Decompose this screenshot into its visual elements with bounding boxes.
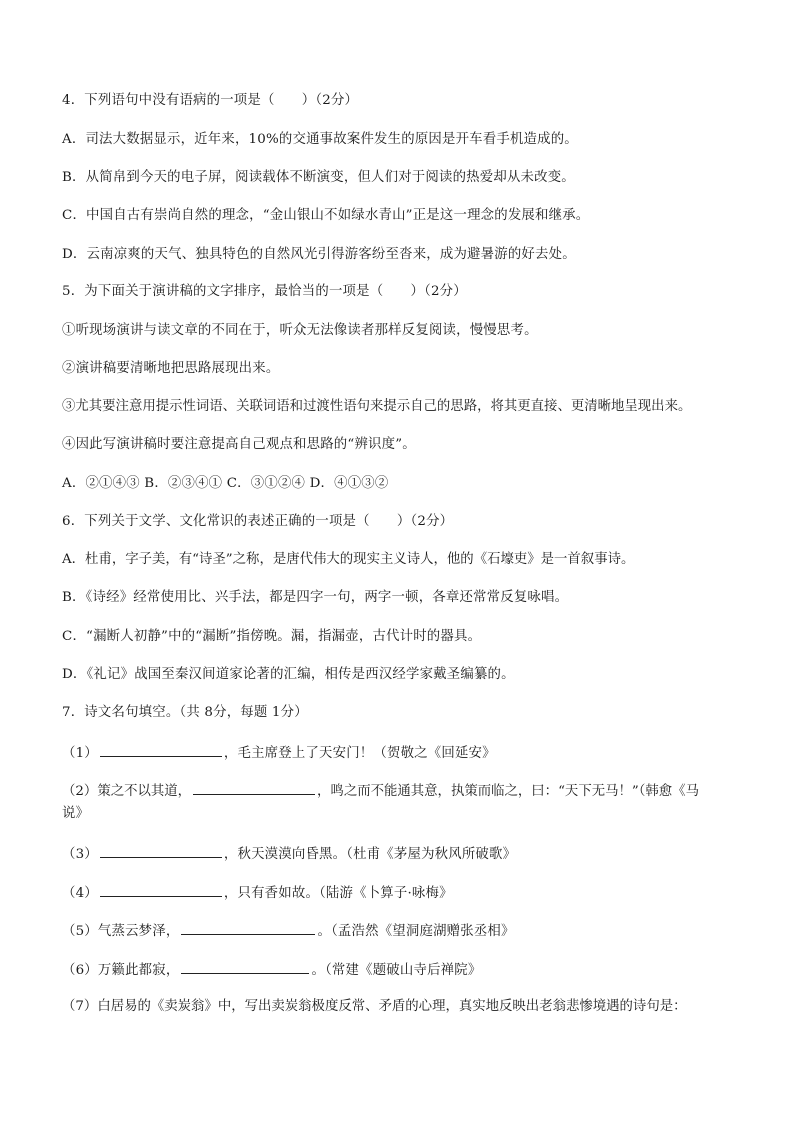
q7-item-3 xyxy=(62,844,516,864)
answer-blank-4[interactable] xyxy=(100,883,222,897)
q6-option-c: C．“漏断人初静”中的“漏断”指傍晚。漏，指漏壶，古代计时的器具。 xyxy=(62,629,482,644)
q5-sentence-3: ③尤其要注意用提示性词语、关联词语和过渡性语句来提示自己的思路，将其更直接、更清晰地呈现出来。 xyxy=(62,399,692,414)
q7-item-3-text: ，秋天漠漠向昏黑。（杜甫《茅屋为秋风所破歌》 xyxy=(223,847,517,862)
answer-blank-3[interactable] xyxy=(100,844,222,858)
q4-stem: 4．下列语句中没有语病的一项是（ ）（2分） xyxy=(62,93,359,108)
q4-option-b: B．从简帛到今天的电子屏，阅读载体不断演变，但人们对于阅读的热爱却从未改变。 xyxy=(62,170,575,185)
q6-option-a: A．杜甫，字子美，有“诗圣”之称，是唐代伟大的现实主义诗人，他的《石壕吏》是一首叙事诗。 xyxy=(62,552,635,567)
q7-item-1-text: ，毛主席登上了天安门！（贺敬之《回延安》 xyxy=(223,746,496,761)
q7-item-5-number: （5） xyxy=(62,924,98,939)
q7-stem: 7．诗文名句填空。（共 8分，每题 1分） xyxy=(62,705,308,720)
q4-option-c: C．中国自古有崇尚自然的理念，“金山银山不如绿水青山”正是这一理念的发展和继承。 xyxy=(62,208,590,223)
q7-item-4-number: （4） xyxy=(62,886,98,901)
q7-item-7-text: 白居易的《卖炭翁》中，写出卖炭翁极度反常、矛盾的心理，真实地反映出老翁悲惨境遇的诗句是： xyxy=(97,999,687,1014)
q7-item-2-continuation: 说》 xyxy=(62,806,90,821)
q7-item-2-text: ，鸣之而不能通其意，执策而临之，曰：“天下无马！”（韩愈《马 xyxy=(317,784,699,799)
q4-option-d: D．云南凉爽的天气、独具特色的自然风光引得游客纷至沓来，成为避暑游的好去处。 xyxy=(62,247,576,262)
q5-sentence-2: ②演讲稿要清晰地把思路展现出来。 xyxy=(62,361,280,376)
q7-item-5 xyxy=(62,921,515,941)
q6-option-b: B．《诗经》经常使用比、兴手法，都是四字一句，两字一顿，各章还常常反复咏唱。 xyxy=(62,590,569,605)
q5-options: A．②①④③ B．②③④① C．③①②④ D．④①③② xyxy=(62,476,389,491)
q6-stem: 6．下列关于文学、文化常识的表述正确的一项是（ ）（2分） xyxy=(62,514,454,529)
q7-item-5-text: 。（孟浩然《望洞庭湖赠张丞相》 xyxy=(317,924,515,939)
q6-option-d: D．《礼记》战国至秦汉间道家论著的汇编，相传是西汉经学家戴圣编纂的。 xyxy=(62,667,515,682)
answer-blank-2[interactable] xyxy=(193,781,315,795)
answer-blank-5[interactable] xyxy=(181,921,315,935)
q7-item-6-before: 万籁此都寂， xyxy=(97,963,180,978)
q5-sentence-1: ①听现场演讲与读文章的不同在于，听众无法像读者那样反复阅读，慢慢思考。 xyxy=(62,323,538,338)
q5-sentence-4: ④因此写演讲稿时要注意提高自己观点和思路的“辨识度”。 xyxy=(62,437,416,452)
q7-item-2 xyxy=(62,781,699,801)
q7-item-6 xyxy=(62,960,481,980)
q7-item-7 xyxy=(62,998,687,1016)
q7-item-2-before: 策之不以其道， xyxy=(97,784,192,799)
q7-item-2-number: （2） xyxy=(62,784,98,799)
q7-item-3-number: （3） xyxy=(62,847,98,862)
q7-item-4 xyxy=(62,883,453,903)
q4-option-a: A．司法大数据显示，近年来，10%的交通事故案件发生的原因是开车看手机造成的。 xyxy=(62,132,578,147)
q7-item-7-number: （7） xyxy=(62,999,98,1014)
answer-blank-6[interactable] xyxy=(181,960,309,974)
q7-item-4-text: ，只有香如故。（陆游《卜算子·咏梅》 xyxy=(223,886,453,901)
q5-stem: 5．为下面关于演讲稿的文字排序，最恰当的一项是（ ）（2分） xyxy=(62,284,467,299)
q7-item-6-number: （6） xyxy=(62,963,98,978)
answer-blank-1[interactable] xyxy=(100,743,222,757)
q7-item-6-text: 。（常建《题破山寺后禅院》 xyxy=(311,963,482,978)
q7-item-1 xyxy=(62,743,496,763)
q7-item-5-before: 气蒸云梦泽， xyxy=(97,924,180,939)
q7-item-1-number: （1） xyxy=(62,746,98,761)
